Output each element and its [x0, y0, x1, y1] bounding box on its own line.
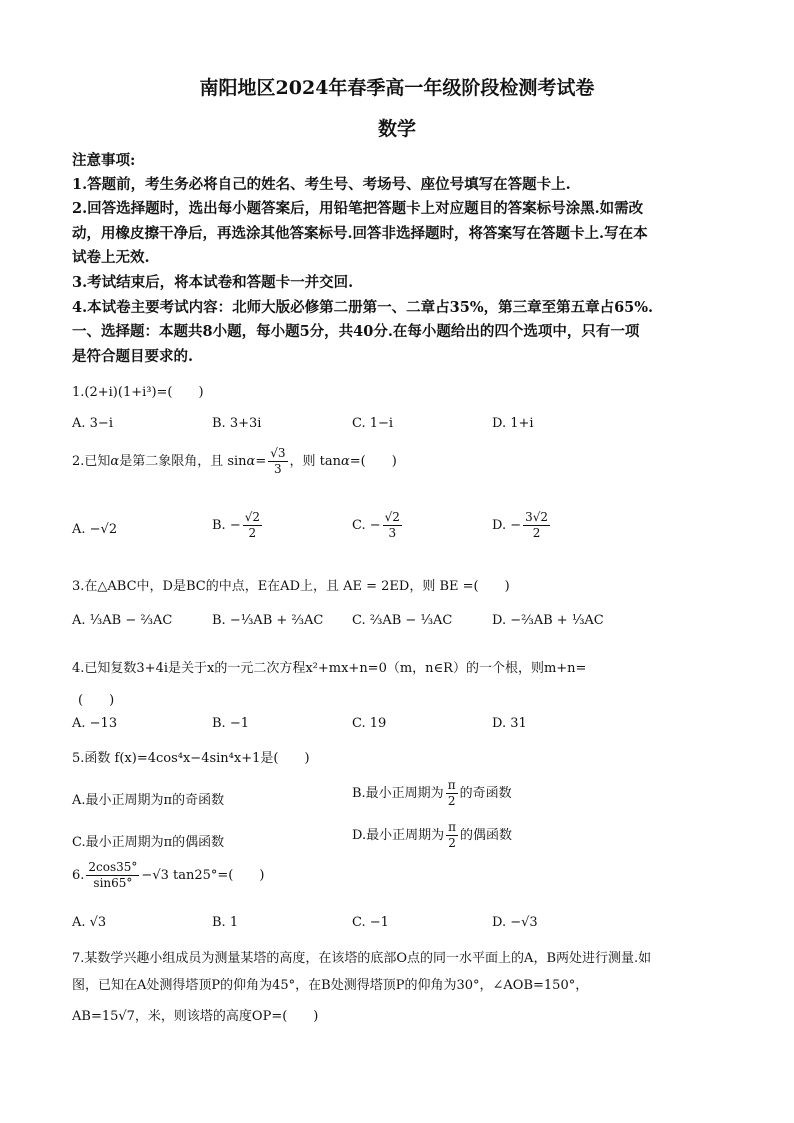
q6-option-c: C. −1: [352, 915, 389, 930]
q1-option-c: C. 1−i: [352, 416, 394, 431]
q6-option-d: D. −√3: [492, 915, 538, 930]
notice-line-2b: 动，用橡皮擦干净后，再选涂其他答案标号.回答非选择题时，将答案写在答题卡上.写在本: [72, 225, 648, 242]
q2-option-a: A. −√2: [72, 522, 118, 537]
q4-stem: 4.已知复数3+4i是关于x的一元二次方程x²+mx+n=0（m，n∈R）的一个根，则m+n=: [72, 661, 587, 676]
q4-option-b: B. −1: [212, 716, 249, 731]
q3-option-d: D. −⅔AB + ⅓AC: [492, 613, 604, 628]
section1-line-2: 是符合题目要求的.: [72, 348, 194, 365]
q3-option-a: A. ⅓AB − ⅔AC: [72, 613, 173, 628]
q6-option-b: B. 1: [212, 915, 239, 930]
q5-stem: 5.函数 f(x)=4cos⁴x−4sin⁴x+1是( ): [72, 751, 310, 766]
q4-option-a: A. −13: [72, 716, 118, 731]
section1-line-1: 一、选择题：本题共8小题，每小题5分，共40分.在每小题给出的四个选项中，只有一项: [72, 323, 640, 340]
q4-paren: ( ): [78, 693, 115, 708]
q2-option-b: B. − $\frac{√2}{2}$: [212, 510, 260, 540]
q3-option-c: C. ⅔AB − ⅓AC: [352, 613, 453, 628]
q5-option-a: A.最小正周期为π的奇函数: [72, 793, 225, 808]
subject-title: 数学: [377, 118, 416, 140]
q1-stem: 1.(2+i)(1+i³)=( ): [72, 385, 204, 400]
q1-option-d: D. 1+i: [492, 416, 534, 431]
q5-option-b: B.最小正周期为 $\frac{\pi}{2}$ 的奇函数: [352, 778, 512, 808]
q7-line-3: AB=15√7，米，则该塔的高度OP=( ): [72, 1009, 319, 1024]
q2-option-d: D. − $\frac{3√2}{2}$: [492, 510, 549, 540]
q7-line-1: 7.某数学兴趣小组成员为测量某塔的高度，在该塔的底部O点的同一水平面上的A，B两处进行测量.如: [72, 951, 652, 966]
q4-option-c: C. 19: [352, 716, 387, 731]
q3-stem: 3.在△ABC中，D是BC的中点，E在AD上，且 AE = 2ED，则 BE =( ): [72, 579, 510, 594]
notice-line-2a: 2.回答选择题时，选出每小题答案后，用铅笔把答题卡上对应题目的答案标号涂黑.如需改: [72, 200, 644, 217]
q4-option-d: D. 31: [492, 716, 527, 731]
notice-line-3: 3.考试结束后，将本试卷和答题卡一并交回.: [72, 274, 354, 291]
q2-stem: 2.已知α是第二象限角，且 sinα= $\frac{√3}{3}$ ，则 tanα=( ): [72, 446, 397, 476]
q7-line-2: 图，已知在A处测得塔顶P的仰角为45°，在B处测得塔顶P的仰角为30°，∠AOB=150°，: [72, 978, 589, 993]
q6-option-a: A. √3: [72, 915, 107, 930]
q2-option-c: C. − $\frac{√2}{3}$: [352, 510, 400, 540]
q6-stem: 6. $\frac{2\cos 35^\circ}{\sin 65^\circ}$ −√3 tan25°=( ): [72, 860, 265, 890]
notice-line-1: 1.答题前，考生务必将自己的姓名、考生号、考场号、座位号填写在答题卡上.: [72, 176, 571, 193]
q3-option-b: B. −⅓AB + ⅔AC: [212, 613, 324, 628]
notice-line-2c: 试卷上无效.: [72, 249, 150, 266]
notice-heading: 注意事项:: [72, 152, 136, 169]
notice-line-4: 4.本试卷主要考试内容：北师大版必修第二册第一、二章占35%，第三章至第五章占65%.: [72, 299, 654, 316]
q1-option-a: A. 3−i: [72, 416, 113, 431]
exam-title: 南阳地区2024年春季高一年级阶段检测考试卷: [199, 77, 595, 99]
q5-option-c: C.最小正周期为π的偶函数: [72, 835, 225, 850]
q1-option-b: B. 3+3i: [212, 416, 262, 431]
q5-option-d: D.最小正周期为 $\frac{\pi}{2}$ 的偶函数: [352, 820, 512, 850]
